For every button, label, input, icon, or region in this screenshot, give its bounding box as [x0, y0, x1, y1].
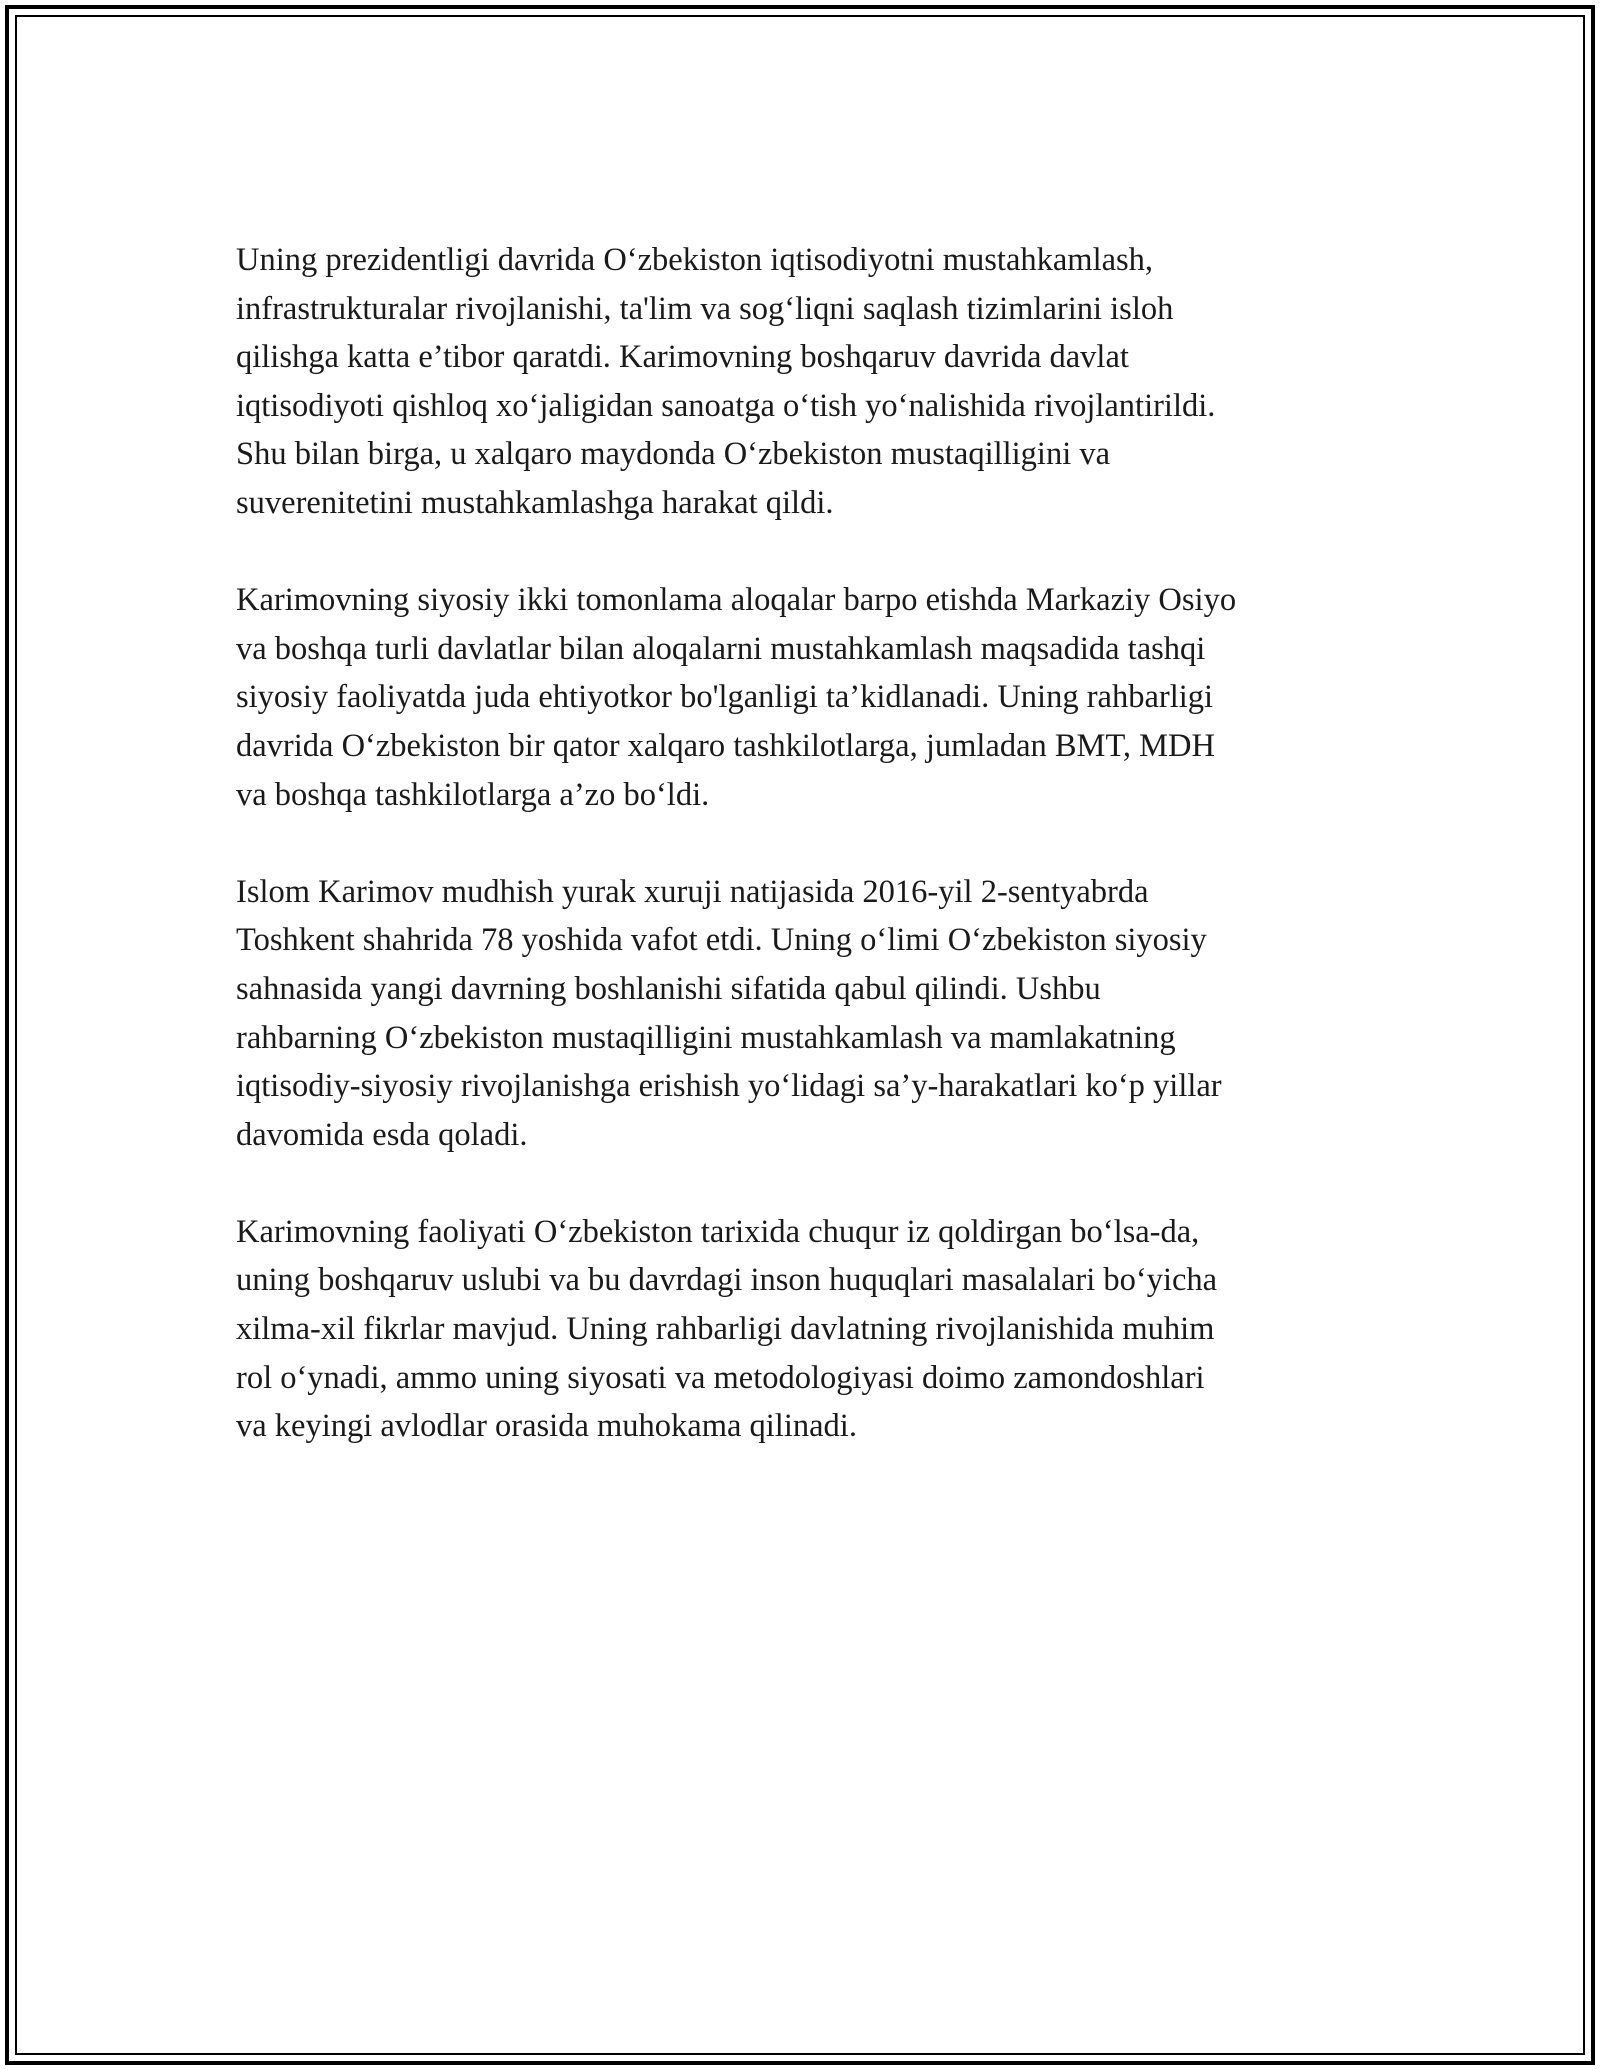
paragraph-line: uning boshqaruv uslubi va bu davrdagi inson huquqlari masalalari bo‘yicha — [236, 1262, 1218, 1299]
paragraph-line: rahbarning O‘zbekiston mustaqilligini mustahkamlash va mamlakatning — [236, 1019, 1176, 1056]
paragraph-line: Toshkent shahrida 78 yoshida vafot etdi. Uning o‘limi O‘zbekiston siyosiy — [236, 922, 1207, 959]
paragraph-line: Karimovning siyosiy ikki tomonlama aloqalar barpo etishda Markaziy Osiyo — [236, 582, 1237, 619]
paragraph-line: va keyingi avlodlar orasida muhokama qilinadi. — [236, 1408, 857, 1445]
paragraph-line: qilishga katta e’tibor qaratdi. Karimovning boshqaruv davrida davlat — [236, 339, 1129, 376]
paragraph-line: Karimovning faoliyati O‘zbekiston tarixida chuqur iz qoldirgan bo‘lsa-da, — [236, 1213, 1200, 1250]
paragraph-line: rol o‘ynadi, ammo uning siyosati va metodologiyasi doimo zamondoshlari — [236, 1359, 1205, 1396]
paragraph-1 — [236, 236, 1376, 528]
paragraph-line: Uning prezidentligi davrida O‘zbekiston iqtisodiyotni mustahkamlash, — [236, 242, 1154, 278]
paragraph-line: sahnasida yangi davrning boshlanishi sifatida qabul qilindi. Ushbu — [236, 970, 1101, 1007]
paragraph-line: iqtisodiyoti qishloq xo‘jaligidan sanoatga o‘tish yo‘nalishida rivojlantirildi. — [236, 387, 1216, 424]
paragraph-line: va boshqa turli davlatlar bilan aloqalarni mustahkamlash maqsadida tashqi — [236, 630, 1206, 667]
paragraph-4 — [236, 1208, 1376, 1451]
paragraph-line: davrida O‘zbekiston bir qator xalqaro tashkilotlarga, jumladan BMT, MDH — [236, 727, 1215, 764]
document-body — [236, 236, 1376, 1499]
paragraph-3 — [236, 868, 1376, 1160]
paragraph-line: xilma-xil fikrlar mavjud. Uning rahbarligi davlatning rivojlanishida muhim — [236, 1311, 1215, 1348]
paragraph-line: Shu bilan birga, u xalqaro maydonda O‘zbekiston mustaqilligini va — [236, 436, 1111, 473]
paragraph-line: suverenitetini mustahkamlashga harakat qildi. — [236, 484, 834, 521]
paragraph-line: iqtisodiy-siyosiy rivojlanishga erishish yo‘lidagi sa’y-harakatlari ko‘p yillar — [236, 1068, 1222, 1105]
paragraph-line: infrastrukturalar rivojlanishi, ta'lim va sog‘liqni saqlash tizimlarini isloh — [236, 290, 1174, 327]
paragraph-line: va boshqa tashkilotlarga a’zo bo‘ldi. — [236, 776, 710, 813]
paragraph-line: siyosiy faoliyatda juda ehtiyotkor bo'lganligi ta’kidlanadi. Uning rahbarligi — [236, 679, 1214, 716]
paragraph-line: Islom Karimov mudhish yurak xuruji natijasida 2016-yil 2-sentyabrda — [236, 873, 1149, 910]
paragraph-line: davomida esda qoladi. — [236, 1116, 528, 1153]
paragraph-2 — [236, 576, 1376, 819]
